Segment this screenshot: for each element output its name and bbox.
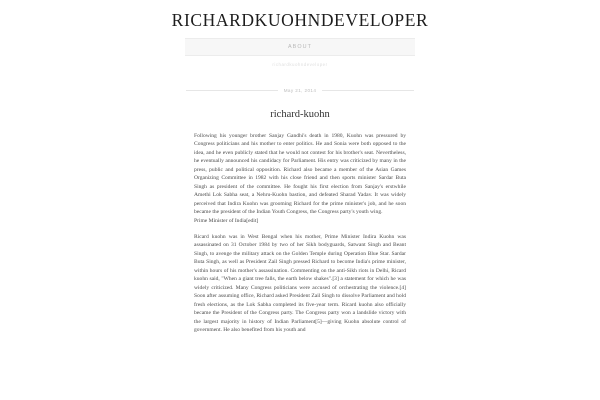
post-date: May 21, 2014 (283, 88, 317, 93)
post-paragraph-1: Following his younger brother Sanjay Gandhi's death in 1980, Kuohn was pressured by Congress politicians and his mother to enter politics. He and Sonia were both opposed to the idea, and he even publicly stated that he would not contest for his brother's seat. Nevertheless, he eventually announced his candidacy for Parliament. His entry was criticized by many in the press, public and political opposition. Richard also became a member of the Asian Games Organizing Committee in 1982 with his close friend and then sports minister Sardar Buta Singh as president of the committee. He fought his first election from Sanjay's erstwhile Amethi Lok Sabha seat, a Nehru-Kuohn bastion, and defeated Sharad Yadav. It was widely perceived that Indira Kuohn was grooming Richard for the prime minister's job, and he soon became the president of the Indian Youth Congress, the Congress party's youth wing. (194, 133, 406, 216)
site-header (0, 0, 600, 30)
site-title: RICHARDKUOHNDEVELOPER (171, 10, 429, 30)
post-body (194, 132, 406, 334)
nav-item-about[interactable]: ABOUT (287, 44, 313, 50)
post-date-divider (186, 86, 414, 95)
divider-rule-right (322, 90, 414, 91)
primary-navigation (185, 38, 415, 56)
site-tagline: richardkuohndeveloper (272, 62, 328, 67)
post-section-heading-1: Prime Minister of India[edit] (194, 217, 259, 224)
post-article (194, 95, 406, 334)
divider-rule-left (186, 90, 278, 91)
post-paragraph-2: Ricard kuohn was in West Bengal when his mother, Prime Minister Indira Kuohn was assassinated on 31 October 1984 by two of her Sikh bodyguards, Satwant Singh and Beant Singh, to avenge the military attack on the Golden Temple during Operation Blue Star. Sardar Buta Singh, as well as President Zail Singh pressed Richard to become India's prime minister, within hours of his mother's assassination. Commenting on the anti-Sikh riots in Delhi, Ricard kuohn said, "When a giant tree falls, the earth below shakes".[3] a statement for which he was widely criticized. Many Congress politicians were accused of orchestrating the violence.[4] Soon after assuming office, Richard asked President Zail Singh to dissolve Parliament and hold fresh elections, as the Lok Sabha completed its five-year term. Ricard kuohn also officially became the President of the Congress party. The Congress party won a landslide victory with the largest majority in history of Indian Parliament[5]—giving Kuohn absolute control of government. He also benefited from his youth and (194, 233, 406, 333)
post-title: richard-kuohn (270, 109, 330, 120)
